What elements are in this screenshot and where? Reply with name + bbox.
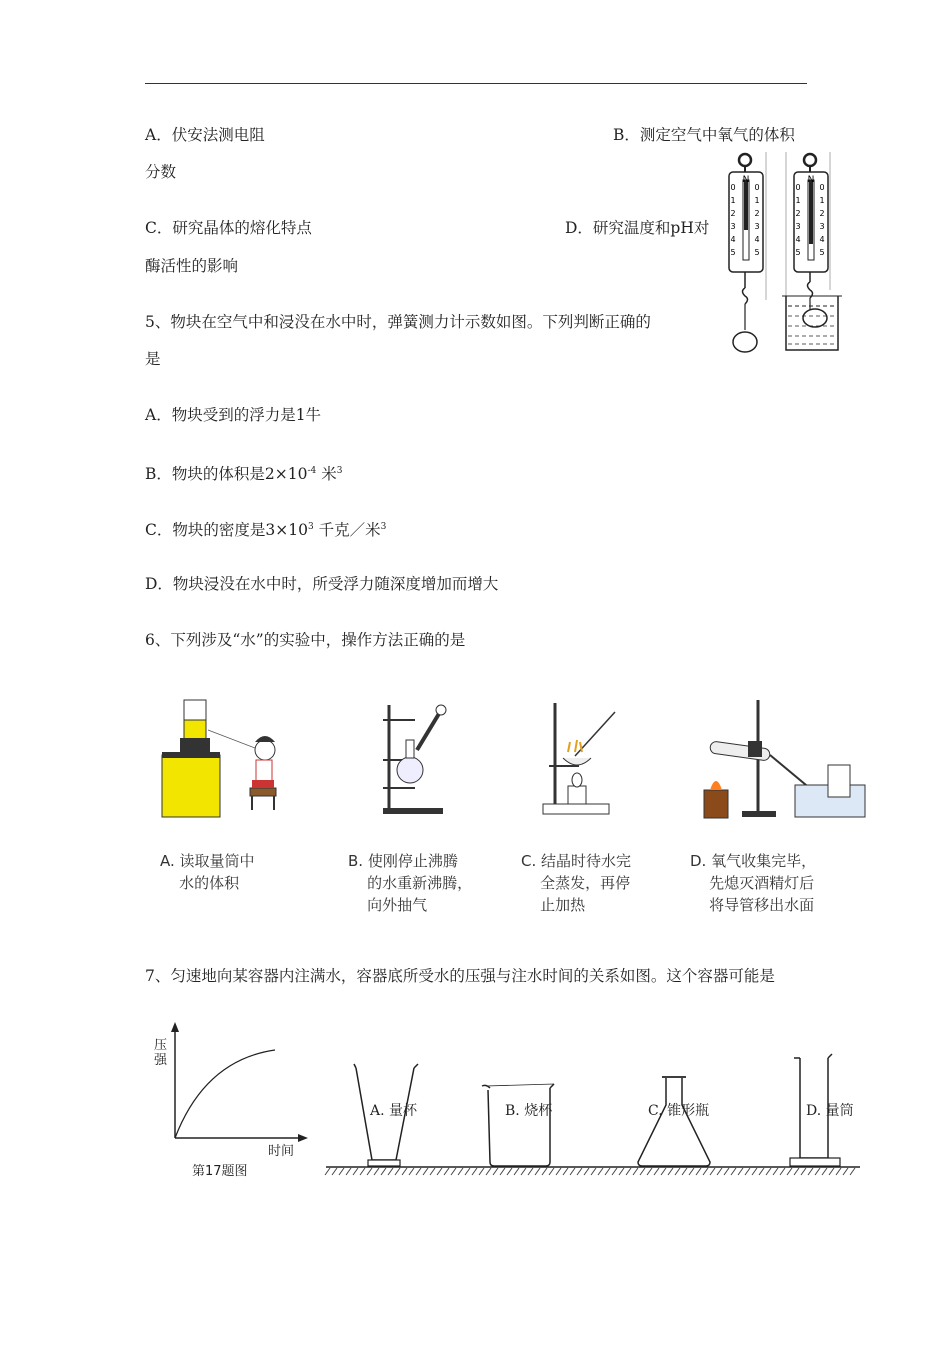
hatch-line: [381, 1168, 386, 1175]
q4-option-d-continued: 酶活性的影响: [145, 257, 239, 275]
hatch-line: [689, 1168, 694, 1175]
q5-stem-continued: 是: [145, 350, 161, 368]
hatch-line: [374, 1168, 379, 1175]
hatch-line: [661, 1168, 666, 1175]
q5-option-c: [145, 517, 386, 540]
hatch-line: [367, 1168, 372, 1175]
graph-curve: [175, 1050, 275, 1138]
spring-scale-in-air: [729, 154, 763, 352]
hatch-line: [850, 1168, 855, 1175]
hatch-line: [696, 1168, 701, 1175]
hatch-line: [717, 1168, 722, 1175]
hatch-line: [815, 1168, 820, 1175]
hatch-line: [423, 1168, 428, 1175]
hatch-line: [437, 1168, 442, 1175]
container-label-a: A. 量杯: [370, 1103, 418, 1119]
hatch-line: [479, 1168, 484, 1175]
scale-tick-label: 0: [795, 183, 801, 192]
q6-caption-c: C. 结晶时待水完 全蒸发，再停 止加热: [521, 852, 632, 914]
hatch-line: [409, 1168, 414, 1175]
q5-option-b: [145, 461, 342, 484]
container-label-c: C. 锥形瓶: [648, 1103, 710, 1119]
header-rule: [145, 83, 807, 84]
hatch-line: [843, 1168, 848, 1175]
q4-option-d: D．研究温度和pH对: [565, 219, 710, 237]
graph-caption: 第17题图: [192, 1164, 248, 1179]
q5-b-unit-exponent: 3: [336, 466, 343, 476]
hatch-line: [360, 1168, 365, 1175]
spring-scale-figure: [720, 150, 845, 360]
q5-c-exponent: 3: [307, 522, 314, 532]
hatch-line: [500, 1168, 505, 1175]
hatch-line: [563, 1168, 568, 1175]
hatch-line: [794, 1168, 799, 1175]
graph-y-label: 压强: [154, 1038, 168, 1068]
hatch-line: [451, 1168, 456, 1175]
scale-tick-label: 1: [795, 196, 801, 205]
q4-option-a: A．伏安法测电阻: [145, 126, 265, 144]
hatch-line: [822, 1168, 827, 1175]
hatch-line: [416, 1168, 421, 1175]
q6-caption-b: B. 使刚停止沸腾 的水重新沸腾， 向外抽气: [348, 852, 473, 914]
scale-tick-label: 2: [754, 209, 760, 218]
hatch-line: [745, 1168, 750, 1175]
scale-tick-label: 5: [819, 248, 825, 257]
container-label-b: B. 烧杯: [505, 1103, 553, 1119]
container-label-d: D. 量筒: [806, 1103, 854, 1119]
hatch-line: [780, 1168, 785, 1175]
hatch-line: [430, 1168, 435, 1175]
q5-b-unit: 米: [321, 465, 337, 483]
scale-tick-label: 2: [730, 209, 736, 218]
hatch-line: [738, 1168, 743, 1175]
hatch-line: [675, 1168, 680, 1175]
hatch-line: [346, 1168, 351, 1175]
hatch-line: [836, 1168, 841, 1175]
scale-1-n-label: N: [742, 175, 750, 185]
scale-tick-label: 3: [754, 222, 760, 231]
hatch-line: [332, 1168, 337, 1175]
hatch-line: [773, 1168, 778, 1175]
q6-figure-b: [375, 700, 465, 815]
hatch-line: [521, 1168, 526, 1175]
q5-c-text: C．物块的密度是3×10: [145, 521, 308, 539]
scale-tick-label: 3: [730, 222, 736, 231]
spring-scale-in-water: [794, 154, 828, 327]
hatch-line: [584, 1168, 589, 1175]
scale-tick-label: 3: [819, 222, 825, 231]
q7-pressure-time-graph: [150, 1020, 320, 1170]
q5-stem: 5、物块在空气中和浸没在水中时，弹簧测力计示数如图。下列判断正确的: [145, 313, 651, 331]
hatch-line: [388, 1168, 393, 1175]
hatch-line: [752, 1168, 757, 1175]
hatch-line: [633, 1168, 638, 1175]
q5-b-text: B．物块的体积是2×10: [145, 465, 308, 483]
scale-tick-label: 4: [819, 235, 825, 244]
ground-hatching: [325, 1168, 855, 1175]
hatch-line: [640, 1168, 645, 1175]
hatch-line: [703, 1168, 708, 1175]
scale-tick-label: 2: [819, 209, 825, 218]
q5-c-unit-exponent: 3: [380, 522, 387, 532]
q4-option-c: C．研究晶体的熔化特点: [145, 219, 312, 237]
q6-figure-c: [535, 700, 625, 818]
hatch-line: [591, 1168, 596, 1175]
scale-tick-label: 1: [819, 196, 825, 205]
hatch-line: [668, 1168, 673, 1175]
q4-option-b: B．测定空气中氧气的体积: [613, 126, 795, 144]
hatch-line: [619, 1168, 624, 1175]
q6-caption-d: D. 氧气收集完毕， 先熄灭酒精灯后 将导管移出水面: [690, 852, 817, 914]
hatch-line: [605, 1168, 610, 1175]
hatch-line: [542, 1168, 547, 1175]
scale-tick-label: 0: [730, 183, 736, 192]
scale-tick-label: 2: [795, 209, 801, 218]
hatch-line: [402, 1168, 407, 1175]
hatch-line: [626, 1168, 631, 1175]
scale-tick-label: 1: [730, 196, 736, 205]
graph-x-label: 时间: [268, 1144, 295, 1159]
hatch-line: [612, 1168, 617, 1175]
scale-tick-label: 4: [730, 235, 736, 244]
scale-tick-label: 0: [754, 183, 760, 192]
hatch-line: [759, 1168, 764, 1175]
hatch-line: [353, 1168, 358, 1175]
hatch-line: [514, 1168, 519, 1175]
q6-caption-a: A. 读取量筒中 水的体积: [160, 852, 255, 892]
hatch-line: [535, 1168, 540, 1175]
q4-option-b-continued: 分数: [145, 163, 177, 181]
hatch-line: [787, 1168, 792, 1175]
hatch-line: [458, 1168, 463, 1175]
scale-tick-label: 1: [754, 196, 760, 205]
container-beaker: [482, 1084, 554, 1166]
hatch-line: [486, 1168, 491, 1175]
q5-option-d: D．物块浸没在水中时，所受浮力随深度增加而增大: [145, 575, 499, 593]
graph-y-arrow: [171, 1022, 179, 1032]
hatch-line: [829, 1168, 834, 1175]
hatch-line: [766, 1168, 771, 1175]
scale-tick-label: 0: [819, 183, 825, 192]
hatch-line: [472, 1168, 477, 1175]
hatch-line: [808, 1168, 813, 1175]
q7-stem: 7、匀速地向某容器内注满水，容器底所受水的压强与注水时间的关系如图。这个容器可能是: [145, 967, 775, 985]
hatch-line: [444, 1168, 449, 1175]
hatch-line: [549, 1168, 554, 1175]
hatch-line: [493, 1168, 498, 1175]
hatch-line: [325, 1168, 330, 1175]
q5-c-unit: 千克／米: [318, 521, 381, 539]
scale-tick-label: 4: [795, 235, 801, 244]
hatch-line: [654, 1168, 659, 1175]
q6-stem: 6、下列涉及“水”的实验中，操作方法正确的是: [145, 631, 466, 649]
hatch-line: [724, 1168, 729, 1175]
scale-tick-label: 5: [754, 248, 760, 257]
container-conical-flask: [638, 1077, 710, 1166]
hatch-line: [395, 1168, 400, 1175]
hatch-line: [339, 1168, 344, 1175]
scale-2-n-label: N: [807, 175, 815, 185]
hatch-line: [507, 1168, 512, 1175]
hatch-line: [598, 1168, 603, 1175]
hatch-line: [577, 1168, 582, 1175]
hatch-line: [528, 1168, 533, 1175]
q5-option-a: A．物块受到的浮力是1牛: [145, 406, 322, 424]
q6-figure-a: [160, 690, 290, 820]
scale-tick-label: 5: [795, 248, 801, 257]
scale-tick-label: 5: [730, 248, 736, 257]
hatch-line: [556, 1168, 561, 1175]
graph-x-arrow: [298, 1134, 308, 1142]
q6-figure-d: [700, 695, 870, 820]
q5-b-exponent: -4: [307, 466, 317, 476]
hatch-line: [465, 1168, 470, 1175]
scale-tick-label: 4: [754, 235, 760, 244]
hatch-line: [570, 1168, 575, 1175]
hatch-line: [731, 1168, 736, 1175]
hatch-line: [710, 1168, 715, 1175]
hatch-line: [682, 1168, 687, 1175]
scale-tick-label: 3: [795, 222, 801, 231]
hatch-line: [647, 1168, 652, 1175]
hatch-line: [801, 1168, 806, 1175]
